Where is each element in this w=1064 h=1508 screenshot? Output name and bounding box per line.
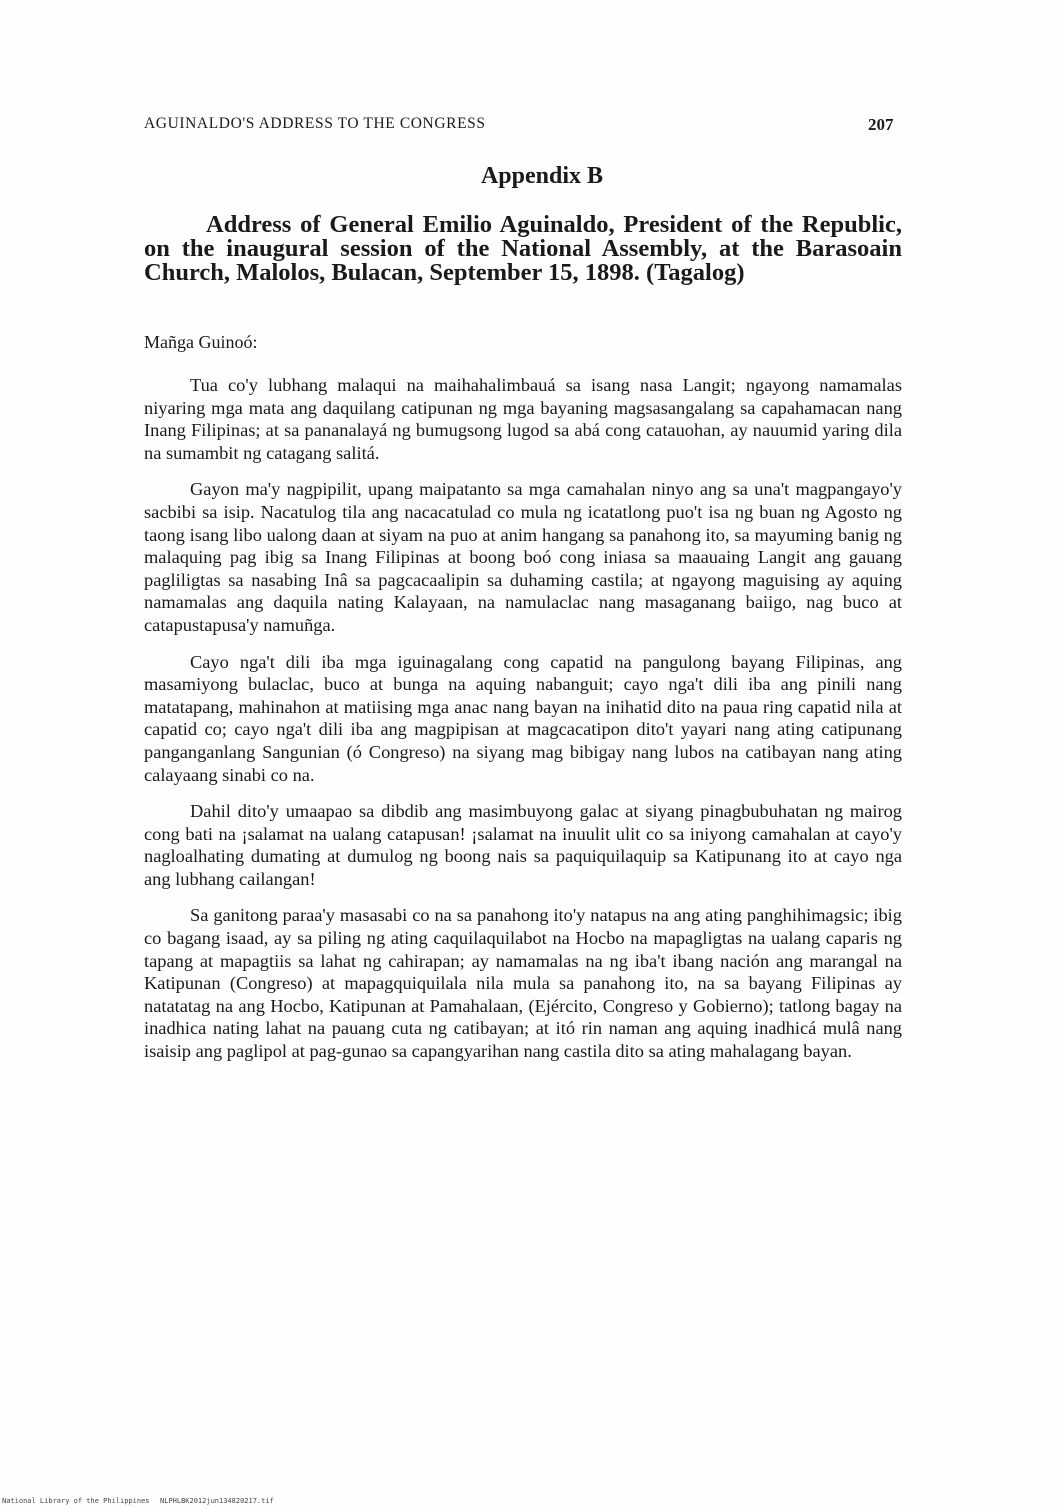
running-head: AGUINALDO'S ADDRESS TO THE CONGRESS	[144, 115, 486, 132]
paragraph-3: Cayo nga't dili iba mga iguinagalang cong capatid na pangulong bayang Filipinas, ang masamiyong bulaclac, buco at bunga na aquing nabanguit; cayo nga't dili iba ang pinili nang matatapang, mahinahon at matiising mga anac nang bayan na inihatid dito na paua ring capatid nila at capatid co; cayo nga't dili iba ang magpipisan at magcacatipon dito't yayari nang ating catipunang panganganlang Sangunian (ó Congreso) na siyang mag bibigay nang lubos na catibayan nang ating calayaang sinabi co na.	[144, 651, 902, 785]
address-title: Address of General Emilio Aguinaldo, President of the Republic, on the inaugural session of the National Assembly, at the Barasoain Church, Malolos, Bulacan, September 15, 1898. (Tagalog)	[144, 211, 902, 286]
paragraph-1: Tua co'y lubhang malaqui na maihahalimbauá sa isang nasa Langit; ngayong namamalas niyaring mga mata ang daquilang catipunan ng mga bayaning magsasangalang sa capahamacan nang Inang Filipinas; at sa pananalayá ng bumugsong lugod sa abá cong catauohan, ay nauumid yaring dila na sumambit ng catagang salitá.	[144, 375, 902, 463]
footer-library: National Library of the Philippines	[2, 1497, 150, 1505]
salutation: Mañga Guinoó:	[144, 332, 258, 352]
paragraph-4: Dahil dito'y umaapao sa dibdib ang masimbuyong galac at siyang pinagbubuhatan ng mairog cong bati na ¡salamat na ualang catapusan! ¡salamat na inuulit ulit co sa iniyong camahalan at cayo'y nagloalhating dumating at dumulog ng boong nais sa paquiquilaquip sa Katipunang ito at cayo nga ang lubhang cailangan!	[144, 801, 902, 889]
paragraph-2: Gayon ma'y nagpipilit, upang maipatanto sa mga camahalan ninyo ang sa una't magpangayo'y sacbibi sa isip. Nacatulog tila ang nacacatulad co mula ng icatatlong puo't isa ng buan ng Agosto ng taong isang libo ualong daan at siyam na puo at anim hangang sa panahong ito, sa mayuming banig ng malaquing pag ibig sa Inang Filipinas at boong boó cong iniasa sa maauaing Langit ang gauang pagliligtas sa nasabing Inâ sa pagcacaalipin sa duhaming castila; at ngayong maguising ay aquing namamalas ang daquila nating Kalayaan, na namulaclac nang masaganang baiigo, nag buco at catapustapusa'y namuñga.	[144, 479, 902, 635]
page-number: 207	[868, 115, 894, 134]
footer-file-id: NLPHLBK2012jun134820217.tif	[160, 1497, 274, 1505]
paragraph-5: Sa ganitong paraa'y masasabi co na sa panahong ito'y natapus na ang ating panghihimagsic; ibig co bagang isaad, ay sa piling ng ating caquilaquilabot na Hocbo na mapagligtas na ualang caparis ng tapang at mapagtiis sa lahat ng cahirapan; ay namamalas na ng iba't ibang nación ang marangal na Katipunan (Congreso) at mapagquiquilala nila mula sa panahong ito, na sa bayang Filipinas ay natatatag na ang Hocbo, Katipunan at Pamahalaan, (Ejército, Congreso y Gobierno); tatlong bagay na inadhica nating lahat na pauang cuta ng catibayan; at itó rin naman ang aquing inadhicá mulâ nang isaisip ang paglipol at pag-gunao sa capangyarihan nang castila dito sa ating mahalagang bayan.	[144, 905, 902, 1062]
appendix-title: Appendix B	[480, 163, 604, 189]
body-text	[144, 374, 902, 1077]
